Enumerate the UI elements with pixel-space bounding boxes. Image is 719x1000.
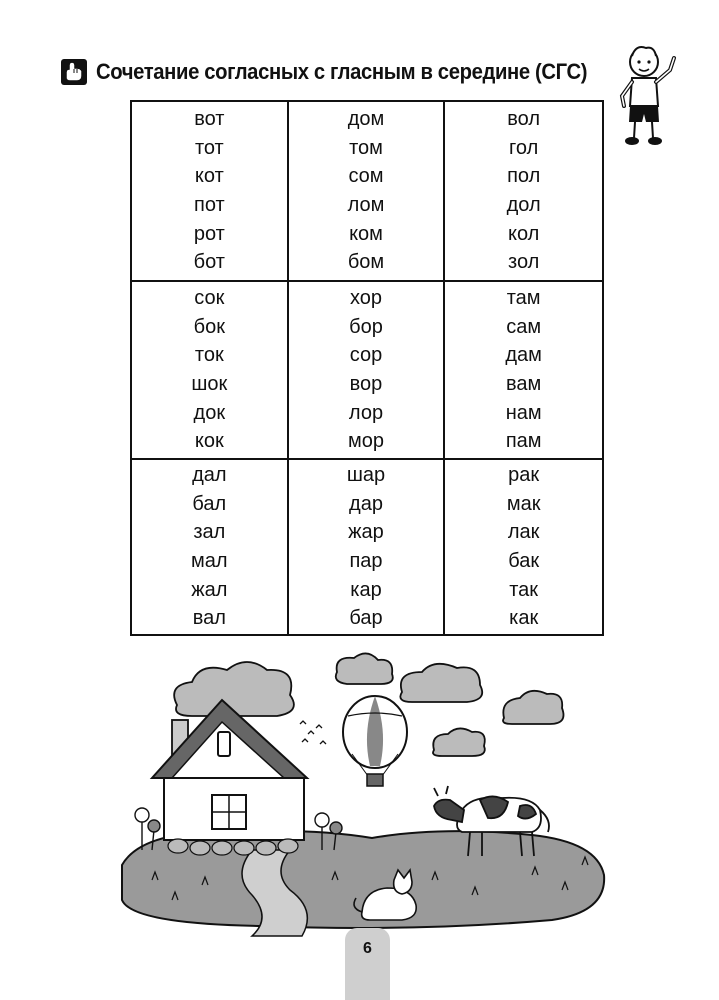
word: бал bbox=[192, 492, 227, 515]
word: дар bbox=[349, 492, 383, 515]
cloud bbox=[433, 728, 485, 756]
word: лор bbox=[348, 401, 384, 424]
page-title: Сочетание согласных с гласным в середине (СГС) bbox=[96, 59, 588, 84]
word: док bbox=[193, 401, 226, 424]
word: ток bbox=[194, 344, 224, 367]
word: лом bbox=[347, 194, 385, 216]
page-number-tab bbox=[345, 928, 390, 1000]
cloud bbox=[174, 662, 294, 716]
word: зол bbox=[508, 251, 540, 274]
word: вал bbox=[192, 607, 226, 630]
table-cell bbox=[445, 460, 602, 634]
word: пар bbox=[349, 550, 383, 572]
table-cell bbox=[445, 282, 602, 460]
word: бок bbox=[193, 315, 225, 338]
word: жал bbox=[191, 578, 228, 601]
cloud bbox=[400, 664, 482, 702]
word: сок bbox=[194, 287, 225, 310]
syllable-table bbox=[130, 100, 604, 636]
word: сом bbox=[348, 165, 384, 188]
word: дал bbox=[192, 464, 227, 487]
word: кот bbox=[194, 165, 224, 188]
word: шар bbox=[346, 464, 386, 487]
word: бот bbox=[193, 251, 225, 274]
word: вот bbox=[194, 108, 225, 131]
word: дам bbox=[505, 344, 542, 367]
word: лак bbox=[507, 521, 540, 544]
page-header bbox=[60, 52, 630, 92]
cloud bbox=[503, 691, 564, 724]
word: пот bbox=[193, 194, 225, 216]
word: жар bbox=[348, 521, 384, 544]
hot-air-balloon bbox=[343, 696, 407, 786]
village-scene-illustration bbox=[112, 650, 612, 940]
word: рот bbox=[193, 222, 225, 245]
word: бак bbox=[508, 550, 540, 572]
table-cell bbox=[289, 102, 446, 282]
word: как bbox=[509, 607, 539, 630]
table-cell bbox=[445, 102, 602, 282]
word: гол bbox=[509, 136, 539, 159]
word: бор bbox=[349, 315, 383, 338]
word: ком bbox=[349, 222, 383, 245]
cloud bbox=[336, 653, 393, 684]
word: так bbox=[509, 578, 539, 601]
word: нам bbox=[505, 401, 542, 424]
word: бар bbox=[349, 607, 383, 630]
word: вам bbox=[506, 373, 542, 395]
word: дол bbox=[506, 194, 541, 216]
word: мал bbox=[191, 550, 228, 572]
page-number: 6 bbox=[363, 940, 372, 957]
word: тот bbox=[194, 136, 224, 159]
word: вор bbox=[349, 373, 383, 395]
word: сор bbox=[349, 344, 383, 367]
boy-illustration bbox=[612, 40, 682, 150]
word: мак bbox=[506, 492, 541, 515]
word: там bbox=[506, 287, 541, 310]
birds bbox=[300, 721, 326, 744]
word: кок bbox=[194, 430, 224, 453]
table-cell bbox=[289, 460, 446, 634]
table-cell bbox=[132, 102, 289, 282]
word: хор bbox=[349, 287, 382, 310]
table-cell bbox=[289, 282, 446, 460]
word: мор bbox=[347, 430, 384, 453]
word: шок bbox=[191, 373, 228, 395]
table-cell bbox=[132, 282, 289, 460]
word: зал bbox=[193, 521, 226, 544]
pointing-hand-icon bbox=[60, 58, 88, 86]
house bbox=[152, 700, 307, 855]
word: бом bbox=[347, 251, 385, 274]
word: рак bbox=[508, 464, 540, 487]
word: дом bbox=[347, 108, 385, 131]
word: сам bbox=[506, 315, 542, 338]
word: кол bbox=[508, 222, 540, 245]
word: пам bbox=[505, 430, 542, 453]
word: том bbox=[349, 136, 383, 159]
word: кар bbox=[350, 578, 382, 601]
word: пол bbox=[507, 165, 541, 188]
word: вол bbox=[507, 108, 541, 131]
table-cell bbox=[132, 460, 289, 634]
